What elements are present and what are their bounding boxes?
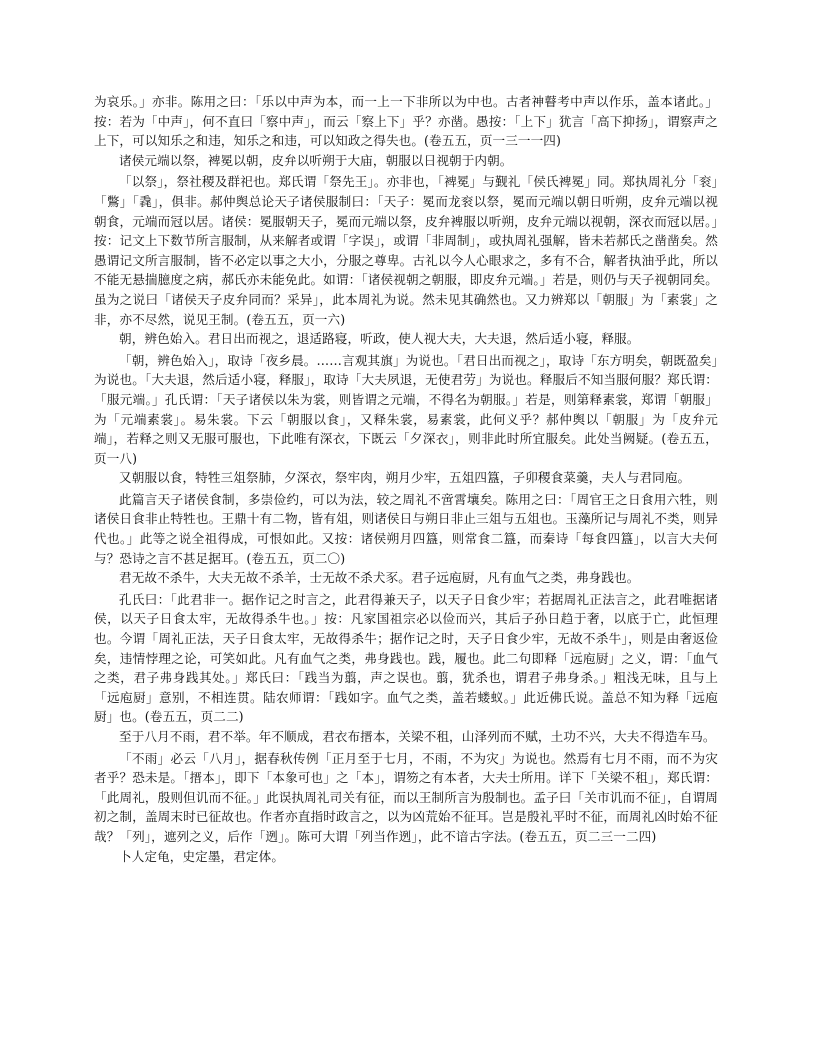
- commentary-paragraph: 「朝，辨色始入」，取诗「夜乡晨。……言观其旗」为说也。「君日出而视之」，取诗「东方明矣，朝既盈矣」为说也。「大夫退，然后适小寝，释服」，取诗「大夫夙退，无使君劳」为说也。释服后不知当服何服？郑氏谓：「服元端。」孔氏谓：「天子诸侯以朱为裳，则皆谓之元端，不得名为朝服。」若是，则第释素裳，郑谓「朝服」为「元端素裳」。易朱裳。下云「朝服以食」，又释朱裳，易素裳，此何义乎？郝仲舆以「朝服」为「皮弁元端」，若释之则又无服可服也，下此唯有深衣，下既云「夕深衣」，则非此时所宜服矣。此处当阙疑。(卷五五，页一八): [94, 352, 718, 466]
- document-page: [94, 92, 718, 866]
- commentary-paragraph: 「以祭」，祭社稷及群祀也。郑氏谓「祭先王」。亦非也，「裨冕」与觐礼「侯氏裨冕」同。郑执周礼分「衮」「鷩」「毳」，俱非。郝仲舆总论天子诸侯服制曰：「天子：冕而龙衮以祭，冕而元端以朝日听朔，皮弁元端以视朝食，元端而冠以居。诸侯：冕服朝天子，冕而元端以祭，皮弁裨服以听朔，皮弁元端以视朝，深衣而冠以居。」按：记文上下数节所言服制，从来解者或谓「字误」，或谓「非周制」，或执周礼强解，皆未若郝氏之凿凿矣。然愚谓记文所言服制，皆不必定以事之大小，分服之尊卑。古礼以今人心眼求之，多有不合，解者执油乎此，所以不能无悬揣臆度之病，郝氏亦未能免此。如谓：「诸侯视朝之朝服，即皮弁元端。」若是，则仍与天子视朝同矣。虽为之说曰「诸侯天子皮弁同而？采异」，此本周礼为说。然未见其确然也。又力辨郑以「朝服」为「素裳」之非，亦不尽然，说见王制。(卷五五，页一六): [94, 174, 718, 327]
- commentary-paragraph: 孔氏曰：「此君非一。据作记之时言之，此君得兼天子，以天子日食少牢；若据周礼正法言之，此君唯据诸侯，以天子日食太牢，无故得杀牛也。」按：凡家国祖宗必以俭而兴，其后子孙日趋于奢，以底于亡，此恒理也。今谓「周礼正法，天子日食太牢，无故得杀牛；据作记之时，天子日食少牢，无故不杀牛」，则是由奢返俭矣，违情悖理之论，可笑如此。凡有血气之类，弗身践也。践，履也。此二句即释「远庖厨」之义，谓：「血气之类，君子弗身践其处。」郑氏曰：「践当为翦，声之误也。翦，犹杀也，谓君子弗身杀。」粗浅无味，且与上「远庖厨」意别，不相连贯。陆农师谓：「践如字。血气之类，盖若蝼蚁。」此近佛氏说。盖总不知为释「远庖厨」也。(卷五五，页二二): [94, 591, 718, 725]
- classic-text-paragraph: 诸侯元端以祭，裨冕以朝，皮弁以听朔于大庙，朝服以日视朝于内朝。: [119, 152, 513, 168]
- classic-text-paragraph: 至于八月不雨，君不举。年不顺成，君衣布搢本，关梁不租，山泽列而不赋，土功不兴，大夫不得造车马。: [119, 729, 716, 744]
- commentary-paragraph: 为哀乐。」亦非。陈用之曰：「乐以中声为本，而一上一下非所以为中也。古者神瞽考中声以作乐，盖本诸此。」按：若为「中声」，何不直曰「察中声」，而云「察上下」乎？亦凿。愚按：「上下」犹言「高下抑扬」，谓察声之上下，可以知乐之和违，知乐之和违，可以知政之得失也。(卷五五，页一三一一四): [94, 94, 718, 149]
- classic-text-paragraph: 又朝服以食，特牲三俎祭肺，夕深衣，祭牢肉，朔月少牢，五俎四簋，子卯稷食菜羹，夫人与君同庖。: [119, 470, 691, 486]
- classic-text-paragraph: 卜人定龟，史定墨，君定体。: [119, 848, 285, 864]
- commentary-paragraph: 此篇言天子诸侯食制，多崇俭约，可以为法，较之周礼不啻霄壤矣。陈用之曰：「周官王之日食用六牲，则诸侯日食非止特牲也。王鼎十有二物，皆有俎，则诸侯日与朔日非止三俎与五俎也。玉藻所记与周礼不类，则异代也。」此等之说全祖得成，可恨如此。又按：诸侯朔月四簋，则常食二簋，而秦诗「每食四簋」，以言大夫何与？恐诗之言不甚足据耳。(卷五五，页二〇): [94, 491, 718, 566]
- classic-text-paragraph: 君无故不杀牛，大夫无故不杀羊，士无故不杀犬豕。君子远庖厨，凡有血气之类，弗身践也。: [119, 570, 640, 586]
- commentary-paragraph: 「不雨」必云「八月」，据春秋传例「正月至于七月，不雨，不为灾」为说也。然焉有七月不雨，而不为灾者乎？恐未是。「搢本」，即下「本象可也」之「本」，谓笏之有本者，大夫士所用。详下「关梁不租」，郑氏谓：「此周礼，殷则但讥而不征。」此误执周礼司关有征，而以王制所言为殷制也。孟子曰「关市讥而不征」，自谓周初之制，盖周末时已征故也。作者亦直指时政言之，以为凶荒始不征耳。岂是殷礼平时不征，而周礼凶时始不征哉？「列」，遮列之义，后作「迾」。陈可大谓「列当作迾」，此不谙古字法。(卷五五，页二三一二四): [94, 750, 718, 844]
- classic-text-paragraph: 朝，辨色始入。君日出而视之，退适路寝，听政，使人视大夫，大夫退，然后适小寝，释服。: [119, 331, 640, 347]
